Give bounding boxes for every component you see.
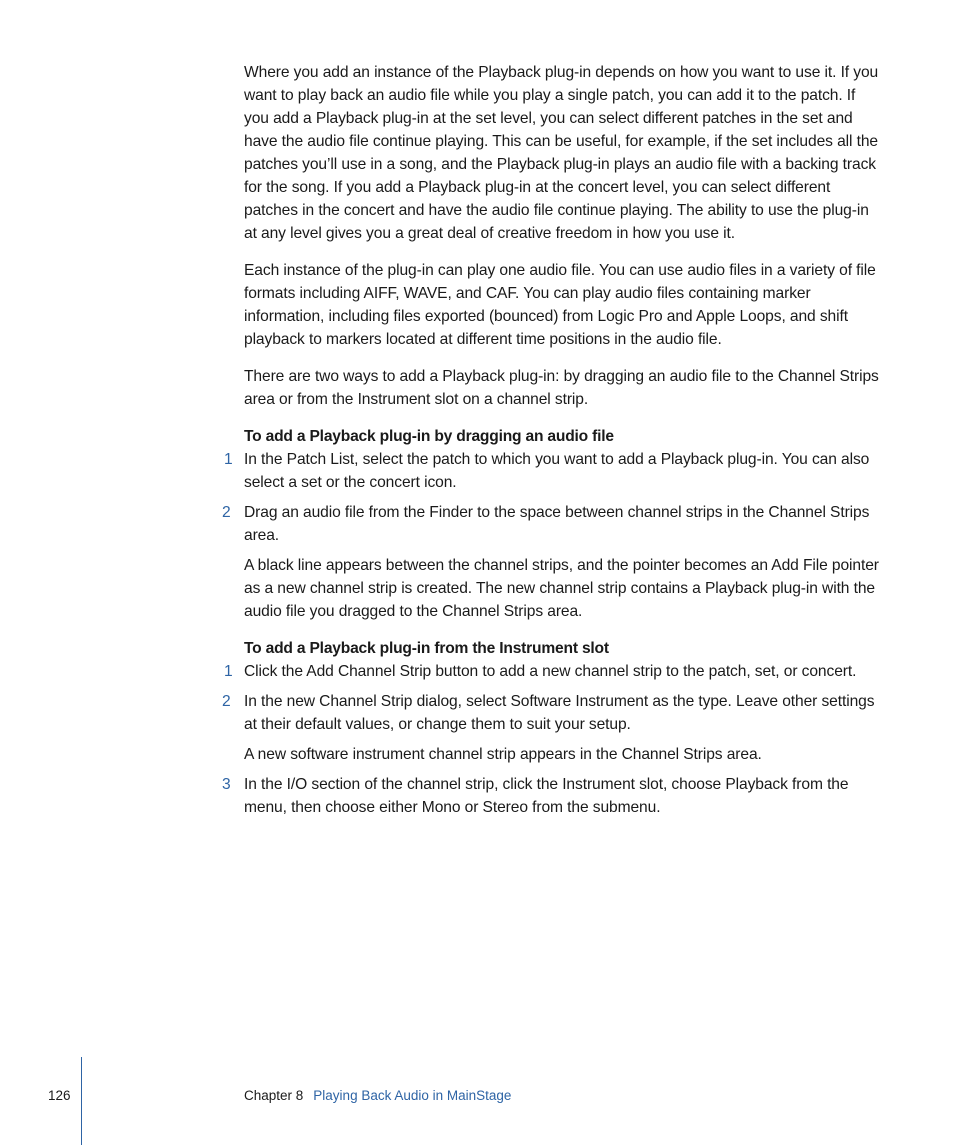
step-text: In the Patch List, select the patch to which you want to add a Playback plug-in. You can also select a set or the concert icon. [244,451,870,491]
step-number: 2 [222,504,231,521]
task-heading: To add a Playback plug-in from the Instrument slot [244,640,609,657]
chapter-title: Playing Back Audio in MainStage [313,1088,512,1103]
task-step [224,448,880,494]
step-number: 1 [224,663,233,680]
body-paragraph: There are two ways to add a Playback plug-in: by dragging an audio file to the Channel Strips area or from the Instrument slot on a channel strip. [244,368,879,408]
step-text: In the new Channel Strip dialog, select Software Instrument as the type. Leave other settings at their default values, or change them to suit your setup. [244,693,875,733]
task-step [224,660,880,683]
chapter-label: Chapter 8 [244,1088,304,1103]
step-text: Drag an audio file from the Finder to the space between channel strips in the Channel Strips area. [244,504,870,544]
body-paragraph: Each instance of the plug-in can play one audio file. You can use audio files in a variety of file formats including AIFF, WAVE, and CAF. You can play audio files containing marker information, including files exported (bounced) from Logic Pro and Apple Loops, and shift playback to markers located at different time positions in the audio file. [244,262,876,348]
task-heading: To add a Playback plug-in by dragging an audio file [244,428,614,445]
body-paragraph: Where you add an instance of the Playback plug-in depends on how you want to use it. If you want to play back an audio file while you play a single patch, you can add it to the patch. If you add a Playback plug-in at the set level, you can select different patches in the set and have the audio file continue playing. This can be useful, for example, if the set includes all the patches you’ll use in a song, and the Playback plug-in plays an audio file with a backing track for the song. If you add a Playback plug-in at the concert level, you can select different patches in the concert and have the audio file continue playing. The ability to use the plug-in at any level gives you a great deal of creative freedom in how you use it. [244,64,879,242]
task-step [222,773,880,819]
task-step [222,501,880,547]
step-text: Click the Add Channel Strip button to add a new channel strip to the patch, set, or concert. [244,663,857,680]
footer-chapter [244,1087,511,1105]
step-number: 1 [224,451,233,468]
step-number: 2 [222,693,231,710]
task-step [222,690,880,736]
step-text: In the I/O section of the channel strip, click the Instrument slot, choose Playback from the menu, then choose either Mono or Stereo from the submenu. [244,776,849,816]
step-note: A new software instrument channel strip appears in the Channel Strips area. [244,746,762,763]
step-number: 3 [222,776,231,793]
footer-divider [81,1057,82,1145]
step-note: A black line appears between the channel strips, and the pointer becomes an Add File pointer as a new channel strip is created. The new channel strip contains a Playback plug-in with the audio file you dragged to the Channel Strips area. [244,557,879,620]
page-number: 126 [48,1088,71,1103]
page-content [222,61,880,826]
